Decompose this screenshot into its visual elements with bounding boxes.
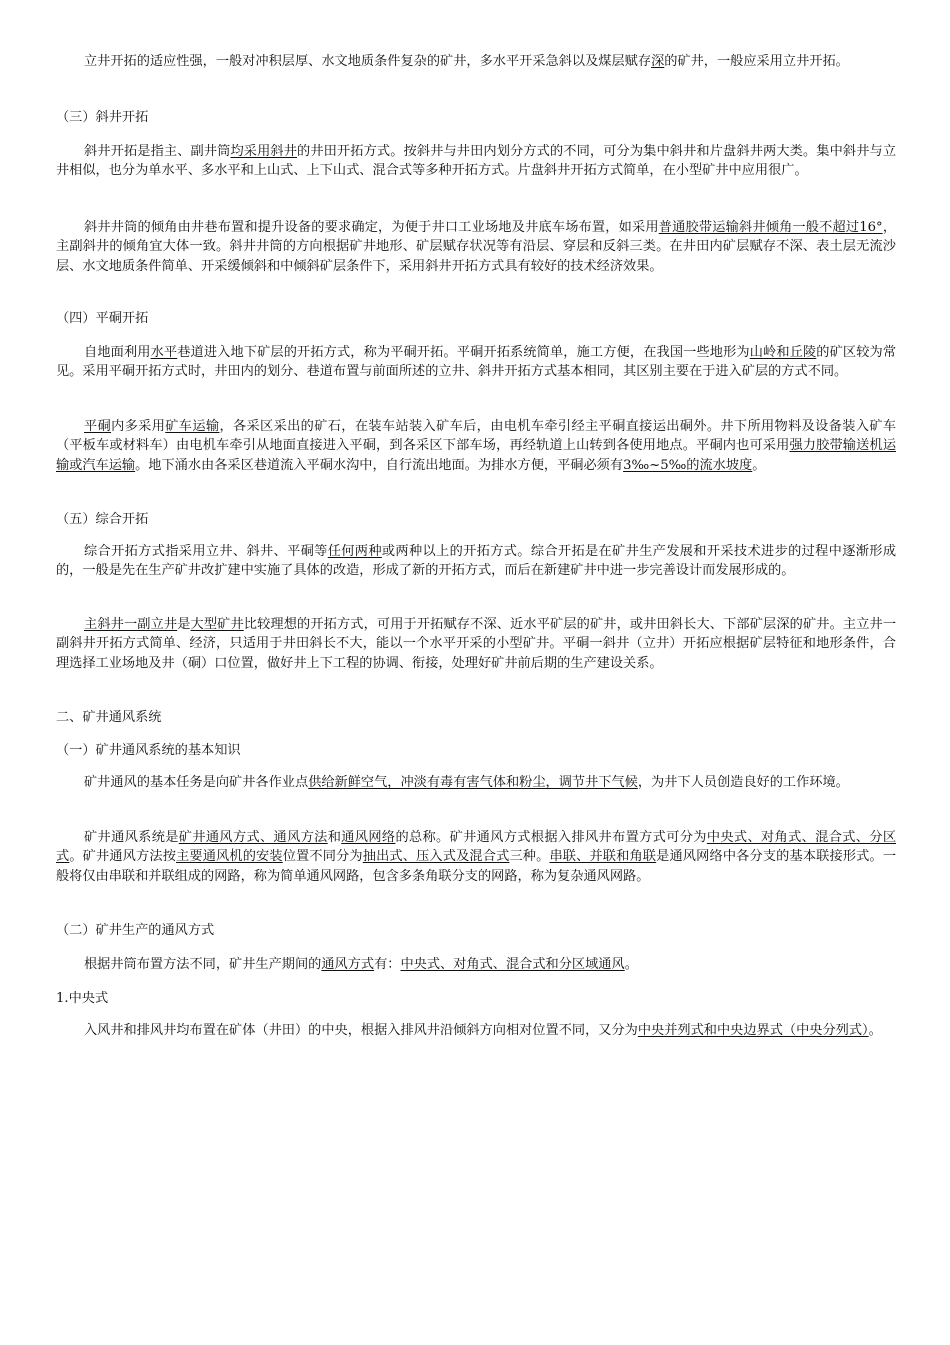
underlined-text: 普通胶带运输斜井倾角一般不超过16° (658, 220, 883, 235)
underlined-text: 3‰~5‰的流水坡度 (623, 457, 753, 473)
paragraph-shaft-adaptability (56, 52, 896, 71)
underlined-text: 抽出式、压入式及混合式 (362, 849, 510, 865)
text-run: 和 (327, 830, 342, 845)
paragraph-central (56, 1021, 896, 1040)
paragraph-adit-definition (56, 343, 896, 382)
heading-adit: （四）平硐开拓 (56, 311, 149, 326)
underlined-text: 通风方式 (321, 957, 375, 972)
heading-ventilation-basics: （一）矿井通风系统的基本知识 (56, 743, 241, 758)
text-run: 综合开拓方式指采用立井、斜井、平硐等 (84, 544, 328, 559)
text-run: ，为井下人员创造良好的工作环境。 (637, 775, 849, 790)
text-run: 的井田开拓方式。按斜井与井田内划分方式的不同，可分为集中斜井和片盘斜井两大类。集中斜井与立井相似，也分为单水平、多水平和上山式、上下山式、混合式等多种开拓方式。片盘斜井开拓方式简单，在小型矿井中应用很广。 (56, 144, 897, 179)
text-run: ，主副斜井的倾角宜大体一致。斜井井筒的方向根据矿井地形、矿层赋存状况等有沿层、穿层和反斜三类。在井田内矿层赋存不深、表土层无流沙层、水文地质条件简单、开采缓倾斜和中倾斜矿层条件下，采用斜井开拓方式具有较好的技术经济效果。 (56, 220, 897, 274)
underlined-text: 大型矿井 (190, 617, 244, 632)
text-run: 是 (177, 617, 191, 632)
heading-combined: （五）综合开拓 (56, 512, 149, 527)
text-run: 是通风网络中各分支的基本联接形式。一般将仅由串联和并联组成的网路，称为简单通风网路，包含多条角联分支的网路，称为复杂通风网路。 (56, 849, 897, 884)
text-run: 巷道进入地下矿层的开拓方式，称为平硐开拓。平硐开拓系统简单，施工方便，在我国一些地形为 (177, 345, 750, 360)
heading-inclined-shaft: （三）斜井开拓 (56, 110, 149, 125)
text-run: 斜井井筒的倾角由井巷布置和提升设备的要求确定，为便于井口工业场地及井底车场布置，如采用 (84, 220, 659, 235)
text-run: 立井开拓的适应性强，一般对冲积层厚、水文地质条件复杂的矿井，多水平开采急斜以及煤层赋存 (84, 54, 652, 69)
heading-ventilation-mode: （二）矿井生产的通风方式 (56, 923, 215, 938)
underlined-text: 供给新鲜空气，冲淡有毒有害气体和粉尘，调节井下气候 (308, 775, 638, 790)
underlined-text: 水平 (150, 345, 178, 360)
text-run: 或两种以上的开拓方式。综合开拓是在矿井生产发展和开采技术进步的过程中逐渐形成的，一般是先在生产矿井改扩建中实施了具体的改造，形成了新的开拓方式，而后在新建矿井中进一步完善设计而发展形成的。 (56, 544, 897, 579)
text-run: 的矿井，一般应采用立井开拓。 (664, 54, 849, 69)
underlined-text: 通风网络 (341, 830, 396, 845)
paragraph-adit-transport (56, 417, 896, 475)
underlined-text: 任何两种 (327, 544, 382, 559)
underlined-text: 中央式、对角式、混合式和分区域通风 (400, 957, 625, 972)
underlined-text: 山岭和丘陵 (749, 345, 817, 360)
text-run: 比较理想的开拓方式，可用于开拓赋存不深、近水平矿层的矿井，或井田斜长大、下部矿层深的矿井。主立井一副斜井开拓方式简单、经济，只适用于井田斜长不大，能以一个水平开采的小型矿井。平硐一斜井（立井）开拓应根据矿层特征和地形条件，合理选择工业场地及井（硐）口位置，做好井上下工程的协调、衔接，处理好矿井前后期的生产建设关系。 (56, 617, 897, 671)
heading-central: 1.中央式 (56, 991, 109, 1006)
text-run: 。 (752, 457, 766, 473)
underlined-text: 矿车运输 (165, 419, 220, 434)
text-run: 矿井通风系统是 (84, 830, 179, 845)
text-run: 自地面利用 (84, 345, 151, 360)
paragraph-inclined-shaft-definition (56, 142, 896, 181)
heading-ventilation-system: 二、矿井通风系统 (56, 710, 162, 725)
underlined-text: 主斜井一副立井 (84, 617, 178, 632)
text-run: 三种。 (509, 849, 550, 865)
text-run: 有： (374, 957, 401, 972)
paragraph-ventilation-system (56, 828, 896, 886)
text-run: 。矿井通风方法按 (69, 849, 177, 865)
underlined-text: 均采用斜井 (230, 144, 298, 159)
underlined-text: 中央并列式和中央边界式（中央分列式） (637, 1023, 869, 1038)
paragraph-combined-definition (56, 542, 896, 581)
text-run: 入风井和排风井均布置在矿体（井田）的中央，根据入排风井沿倾斜方向相对位置不同，又分为 (84, 1023, 638, 1038)
underlined-text: 强力胶带输送机运输或汽车运输 (56, 438, 897, 473)
text-run: 的矿区较为常见。采用平硐开拓方式时，井田内的划分、巷道布置与前面所述的立井、斜井开拓方式基本相同，其区别主要在于进入矿层的方式不同。 (56, 345, 897, 380)
underlined-text: 主要通风机的安装 (176, 849, 283, 865)
text-run: 斜井开拓是指主、副井筒 (84, 144, 231, 159)
underlined-text: 平硐 (84, 419, 112, 434)
text-run: 内多采用 (111, 419, 166, 434)
paragraph-ventilation-mode (56, 955, 896, 974)
text-run: 位置不同分为 (282, 849, 363, 865)
text-run: 的总称。矿井通风方式根据入排风井布置方式可分为 (395, 830, 707, 845)
text-run: 矿井通风的基本任务是向矿井各作业点 (84, 775, 309, 790)
text-run: 。 (868, 1023, 882, 1038)
underlined-text: 深 (651, 54, 665, 69)
underlined-text: 矿井通风方式、通风方法 (178, 830, 328, 845)
text-run: ，各采区采出的矿石，在装车站装入矿车后，由电机车牵引经主平硐直接运出硐外。井下所用物料及设备装入矿车（平板车或材料车）由电机车牵引从地面直接进入平硐，到各采区下部车场，再经轨道上山转到各使用地点。平硐内也可采用 (56, 419, 897, 454)
text-run: 。 (624, 957, 638, 972)
underlined-text: 串联、并联和角联 (549, 849, 657, 865)
paragraph-inclined-shaft-angle (56, 218, 896, 276)
text-run: 根据井筒布置方法不同，矿井生产期间的 (84, 957, 322, 972)
paragraph-combined-types (56, 615, 896, 673)
underlined-text: 中央式、对角式、混合式、分区式 (56, 830, 897, 865)
text-run: 。地下涌水由各采区巷道流入平硐水沟中，自行流出地面。为排水方便，平硐必须有 (135, 457, 624, 473)
paragraph-ventilation-task (56, 773, 896, 792)
